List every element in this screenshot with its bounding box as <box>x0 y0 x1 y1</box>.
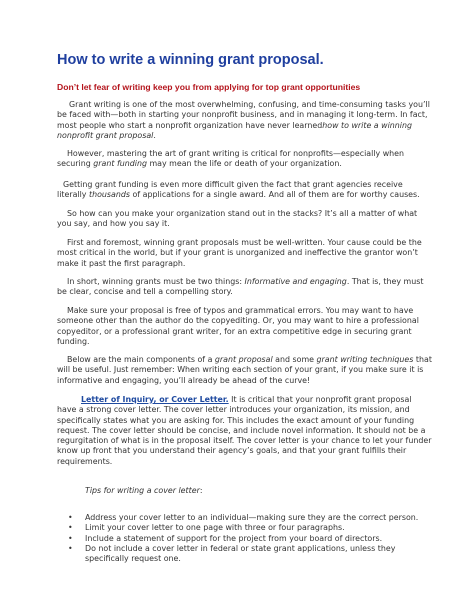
emphasis: how to write a winning nonprofit grant proposal <box>57 120 412 140</box>
emphasis: Informative and engaging <box>244 277 347 286</box>
paragraph-mastering <box>57 149 433 170</box>
paragraph-funding <box>57 180 433 201</box>
emphasis: grant proposal <box>214 355 273 364</box>
emphasis: thousands <box>88 190 130 200</box>
text: that will be useful. Just remember: When writing each section of your grant, if you make sure it is informative and engaging, you’ll already be ahead of the curve! <box>57 355 432 385</box>
text: Grant writing is one of the most overwhelming, confusing, and time-consuming tasks you’ll be faced with—both in starting your nonprofit business, and in managing it long-term. In fact, most people who start a nonprofit organization have never learned <box>57 100 430 130</box>
paragraph-stand-out: So how can you make your organization stand out in the stacks? It’s all a matter of what you say, and how you say it. <box>57 209 418 229</box>
list-item: • Do not include a cover letter in federal or state grant applications, unless they specifically request one. <box>57 544 433 565</box>
text: It is critical that your nonprofit grant proposal have a strong cover letter. The cover letter introduces your organization, its mission, and specifically states what you are asking for. This includes the exact amount of your funding request. The cover letter should be concise, and include novel information. It should not be a regurgitation of what is in the proposal itself. The cover letter is your chance to let your funder know up front that you understand their agency’s goals, and that your grant fulfills their requirements. <box>57 395 432 466</box>
paragraph-cover-letter <box>57 395 433 467</box>
tips-label: Tips for writing a cover letter <box>85 486 200 495</box>
page-title: How to write a winning grant proposal. <box>57 52 324 68</box>
text: . That is, they must be clear, concise and tell a compelling story. <box>57 277 424 297</box>
text: In short, winning grants must be two things: <box>67 277 245 286</box>
paragraph-well-written: First and foremost, winning grant proposals must be well-written. Your cause could be the most critical in the world, but if your grant is unorganized and ineffective the grantor won’t make it past the first paragraph. <box>57 238 422 268</box>
text: of applications for a single award. And all of them are for worthy causes. <box>129 190 420 200</box>
paragraph-intro <box>57 100 433 141</box>
page-subtitle: Don’t let fear of writing keep you from applying for top grant opportunities <box>57 82 361 92</box>
text: may mean the life or death of your organization. <box>146 159 342 169</box>
tips-heading <box>57 486 433 496</box>
emphasis: grant funding <box>93 159 147 169</box>
list-item: • Limit your cover letter to one page with three or four paragraphs. <box>57 523 433 533</box>
paragraph-typos: Make sure your proposal is free of typos and grammatical errors. You may want to have someone other than the author do the copyediting. Or, you may want to hire a professional copyeditor, or a professional grant writer, for an extra competitive edge in securing grant funding. <box>57 306 419 346</box>
cover-letter-heading: Letter of Inquiry, or Cover Letter. <box>81 395 229 404</box>
tips-colon: : <box>199 486 203 495</box>
list-item: • Address your cover letter to an individual—making sure they are the correct person. <box>57 513 433 523</box>
text: . <box>153 130 156 140</box>
text: Below are the main components of a <box>67 355 215 364</box>
text: and some <box>272 355 317 364</box>
paragraph-components <box>57 355 433 386</box>
tips-list <box>57 513 433 564</box>
emphasis: grant writing techniques <box>316 355 414 364</box>
text: However, mastering the art of grant writing is critical for nonprofits—especially when securing <box>57 149 405 169</box>
list-item: • Include a statement of support for the project from your board of directors. <box>57 534 433 544</box>
paragraph-informative <box>57 277 433 298</box>
text: Getting grant funding is even more difficult given the fact that grant agencies receive literally <box>57 180 403 200</box>
